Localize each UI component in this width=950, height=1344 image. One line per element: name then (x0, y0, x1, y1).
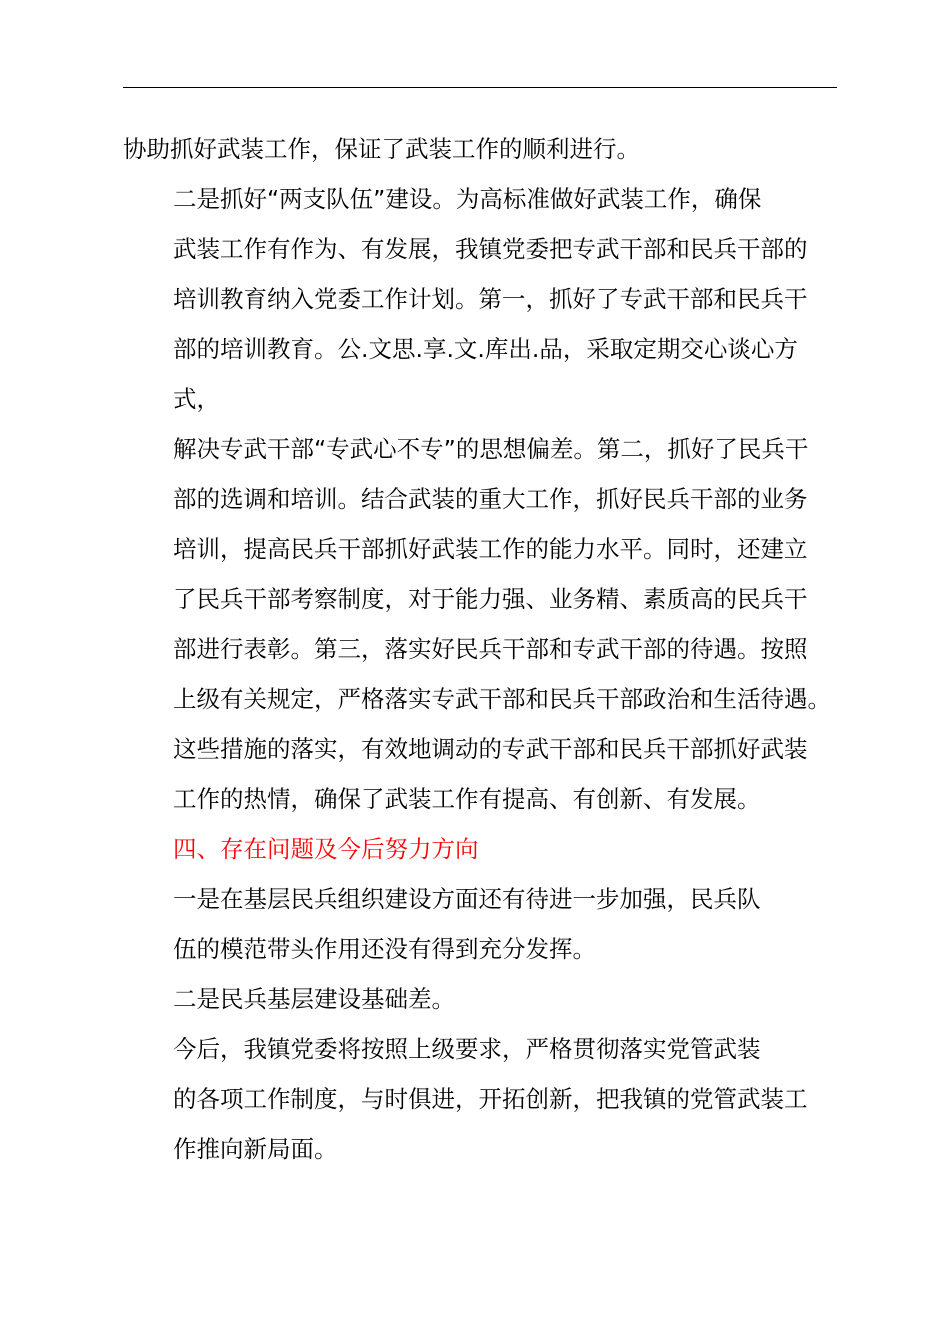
document-body (123, 124, 838, 1174)
header-rule (123, 87, 837, 88)
paragraph-two-teams: 二是抓好“两支队伍”建设。为高标准做好武装工作，确保 武装工作有作为、有发展，我镇党委把专武干部和民兵干部的 培训教育纳入党委工作计划。第一，抓好了专武干部和民兵干 部的培训教育。公.文思.享.文.库出.品，采取定期交心谈心方式， 解决专武干部“专武心不专”的思想偏差。第二，抓好了民兵干 部的选调和培训。结合武装的重大工作，抓好民兵干部的业务 培训，提高民兵干部抓好武装工作的能力水平。同时，还建立 了民兵干部考察制度，对于能力强、业务精、素质高的民兵干 部进行表彰。第三，落实好民兵干部和专武干部的待遇。按照 上级有关规定，严格落实专武干部和民兵干部政治和生活待遇。 这些措施的落实，有效地调动的专武干部和民兵干部抓好武装 工作的热情，确保了武装工作有提高、有创新、有发展。 (173, 185, 831, 813)
paragraph-future: 今后，我镇党委将按照上级要求，严格贯彻落实党管武装 的各项工作制度，与时俱进，开拓创新，把我镇的党管武装工 作推向新局面。 (173, 1035, 808, 1163)
section-heading: 四、存在问题及今后努力方向 (173, 835, 479, 863)
paragraph-problem-two: 二是民兵基层建设基础差。 (173, 985, 455, 1013)
paragraph-problem-one: 一是在基层民兵组织建设方面还有待进一步加强，民兵队 伍的模范带头作用还没有得到充分发挥。 (173, 885, 761, 963)
paragraph-continuation: 协助抓好武装工作，保证了武装工作的顺利进行。 (123, 135, 640, 163)
